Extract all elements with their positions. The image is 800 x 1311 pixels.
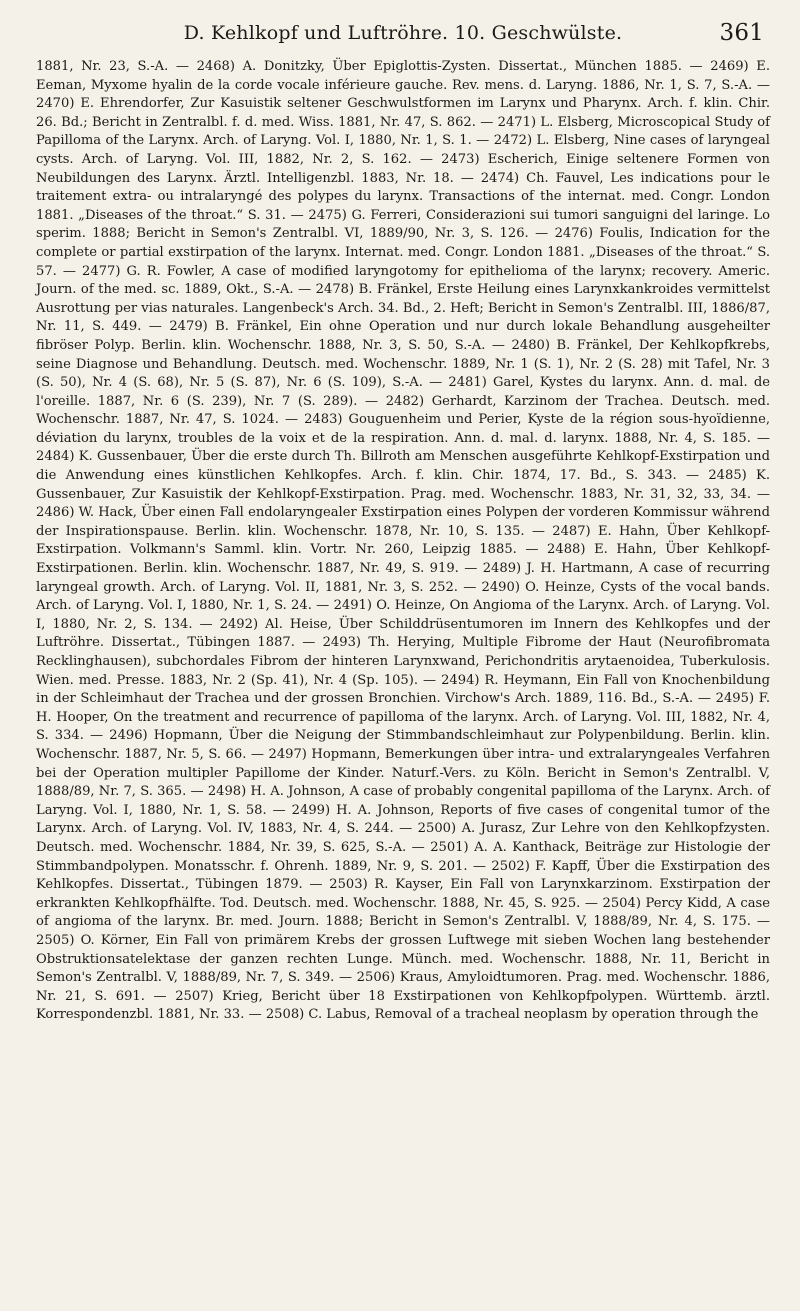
page-number: 361 [719, 20, 764, 46]
running-head [36, 22, 770, 52]
chapter-title: D. Kehlkopf und Luftröhre. 10. Geschwülste. [183, 22, 623, 44]
bibliography-text [36, 58, 770, 1025]
bibliography-paragraph: 1881, Nr. 23, S.-A. — 2468) A. Donitzky, Über Epiglottis-Zysten. Dissertat., München 1885. — 2469) E. Eeman, Myxome hyalin de la corde vocale inférieure gauche. Rev. mens. d. Laryng. 1886, Nr. 1, S. 7, S.-A. — 2470) E. Ehrendorfer, Zur Kasuistik seltener Geschwulstformen im Larynx und Pharynx. Arch. f. klin. Chir. 26. Bd.; Bericht in Zentralbl. f. d. med. Wiss. 1881, Nr. 47, S. 862. — 2471) L. Elsberg, Microscopical Study of Papilloma of the Larynx. Arch. of Laryng. Vol. I, 1880, Nr. 1, S. 1. — 2472) L. Elsberg, Nine cases of laryngeal cysts. Arch. of Laryng. Vol. III, 1882, Nr. 2, S. 162. — 2473) Escherich, Einige seltenere Formen von Neubildungen des Larynx. Ärztl. Intelligenzbl. 1883, Nr. 18. — 2474) Ch. Fauvel, Les indications pour le traitement extra- ou intralaryngé des polypes du larynx. Transactions of the internat. med. Congr. London 1881. „Diseases of the throat.“ S. 31. — 2475) G. Ferreri, Considerazioni sui tumori sanguigni del laringe. Lo sperim. 1888; Bericht in Semon's Zentralbl. VI, 1889/90, Nr. 3, S. 126. — 2476) Foulis, Indication for the complete or partial exstirpation of the larynx. Internat. med. Congr. London 1881. „Diseases of the throat.“ S. 57. — 2477) G. R. Fowler, A case of modified laryngotomy for epithelioma of the larynx; recovery. Americ. Journ. of the med. sc. 1889, Okt., S.-A. — 2478) B. Fränkel, Erste Heilung eines Larynxkankroides vermittelst Ausrottung per vias naturales. Langenbeck's Arch. 34. Bd., 2. Heft; Bericht in Semon's Zentralbl. III, 1886/87, Nr. 11, S. 449. — 2479) B. Fränkel, Ein ohne Operation und nur durch lokale Behandlung ausgeheilter fibröser Polyp. Berlin. klin. Wochenschr. 1888, Nr. 3, S. 50, S.-A. — 2480) B. Fränkel, Der Kehlkopfkrebs, seine Diagnose und Behandlung. Deutsch. med. Wochenschr. 1889, Nr. 1 (S. 1), Nr. 2 (S. 28) mit Tafel, Nr. 3 (S. 50), Nr. 4 (S. 68), Nr. 5 (S. 87), Nr. 6 (S. 109), S.-A. — 2481) Garel, Kystes du larynx. Ann. d. mal. de l'oreille. 1887, Nr. 6 (S. 239), Nr. 7 (S. 289). — 2482) Gerhardt, Karzinom der Trachea. Deutsch. med. Wochenschr. 1887, Nr. 47, S. 1024. — 2483) Gouguenheim und Perier, Kyste de la région sous-hyoïdienne, déviation du larynx, troubles de la voix et de la respiration. Ann. d. mal. d. larynx. 1888, Nr. 4, S. 185. — 2484) K. Gussenbauer, Über die erste durch Th. Billroth am Menschen ausgeführte Kehlkopf-Exstirpation und die Anwendung eines künstlichen Kehlkopfes. Arch. f. klin. Chir. 1874, 17. Bd., S. 343. — 2485) K. Gussenbauer, Zur Kasuistik der Kehlkopf-Exstirpation. Prag. med. Wochenschr. 1883, Nr. 31, 32, 33, 34. — 2486) W. Hack, Über einen Fall endolaryngealer Exstirpation eines Polypen der vorderen Kommissur während der Inspirationspause. Berlin. klin. Wochenschr. 1878, Nr. 10, S. 135. — 2487) E. Hahn, Über Kehlkopf-Exstirpation. Volkmann's Samml. klin. Vortr. Nr. 260, Leipzig 1885. — 2488) E. Hahn, Über Kehlkopf-Exstirpationen. Berlin. klin. Wochenschr. 1887, Nr. 49, S. 919. — 2489) J. H. Hartmann, A case of recurring laryngeal growth. Arch. of Laryng. Vol. II, 1881, Nr. 3, S. 252. — 2490) O. Heinze, Cysts of the vocal bands. Arch. of Laryng. Vol. I, 1880, Nr. 1, S. 24. — 2491) O. Heinze, On Angioma of the Larynx. Arch. of Laryng. Vol. I, 1880, Nr. 2, S. 134. — 2492) Al. Heise, Über Schilddrüsentumoren im Innern des Kehlkopfes und der Luftröhre. Dissertat., Tübingen 1887. — 2493) Th. Herying, Multiple Fibrome der Haut (Neurofibromata Recklinghausen), subchordales Fibrom der hinteren Larynxwand, Perichondritis arytaenoidea, Tuberkulosis. Wien. med. Presse. 1883, Nr. 2 (Sp. 41), Nr. 4 (Sp. 105). — 2494) R. Heymann, Ein Fall von Knochenbildung in der Schleimhaut der Trachea und der grossen Bronchien. Virchow's Arch. 1889, 116. Bd., S.-A. — 2495) F. H. Hooper, On the treatment and recurrence of papilloma of the larynx. Arch. of Laryng. Vol. III, 1882, Nr. 4, S. 334. — 2496) Hopmann, Über die Neigung der Stimmbandschleimhaut zur Polypenbildung. Berlin. klin. Wochenschr. 1887, Nr. 5, S. 66. — 2497) Hopmann, Bemerkungen über intra- und extralaryngeales Verfahren bei der Operation multipler Papillome der Kinder. Naturf.-Vers. zu Köln. Bericht in Semon's Zentralbl. V, 1888/89, Nr. 7, S. 365. — 2498) H. A. Johnson, A case of probably congenital papilloma of the Larynx. Arch. of Laryng. Vol. I, 1880, Nr. 1, S. 58. — 2499) H. A. Johnson, Reports of five cases of congenital tumor of the Larynx. Arch. of Laryng. Vol. IV, 1883, Nr. 4, S. 244. — 2500) A. Jurasz, Zur Lehre von den Kehlkopfzysten. Deutsch. med. Wochenschr. 1884, Nr. 39, S. 625, S.-A. — 2501) A. A. Kanthack, Beiträge zur Histologie der Stimmbandpolypen. Monatsschr. f. Ohrenh. 1889, Nr. 9, S. 201. — 2502) F. Kapff, Über die Exstirpation des Kehlkopfes. Dissertat., Tübingen 1879. — 2503) R. Kayser, Ein Fall von Larynxkarzinom. Exstirpation der erkrankten Kehlkopfhälfte. Tod. Deutsch. med. Wochenschr. 1888, Nr. 45, S. 925. — 2504) Percy Kidd, A case of angioma of the larynx. Br. med. Journ. 1888; Bericht in Semon's Zentralbl. V, 1888/89, Nr. 4, S. 175. — 2505) O. Körner, Ein Fall von primärem Krebs der grossen Luftwege mit sieben Wochen lang bestehender Obstruktionsatelektase der ganzen rechten Lunge. Münch. med. Wochenschr. 1888, Nr. 11, Bericht in Semon's Zentralbl. V, 1888/89, Nr. 7, S. 349. — 2506) Kraus, Amyloidtumoren. Prag. med. Wochenschr. 1886, Nr. 21, S. 691. — 2507) Krieg, Bericht über 18 Exstirpationen von Kehlkopfpolypen. Württemb. ärztl. Korrespondenzbl. 1881, Nr. 33. — 2508) C. Labus, Removal of a tracheal neoplasm by operation through the [36, 59, 770, 1023]
